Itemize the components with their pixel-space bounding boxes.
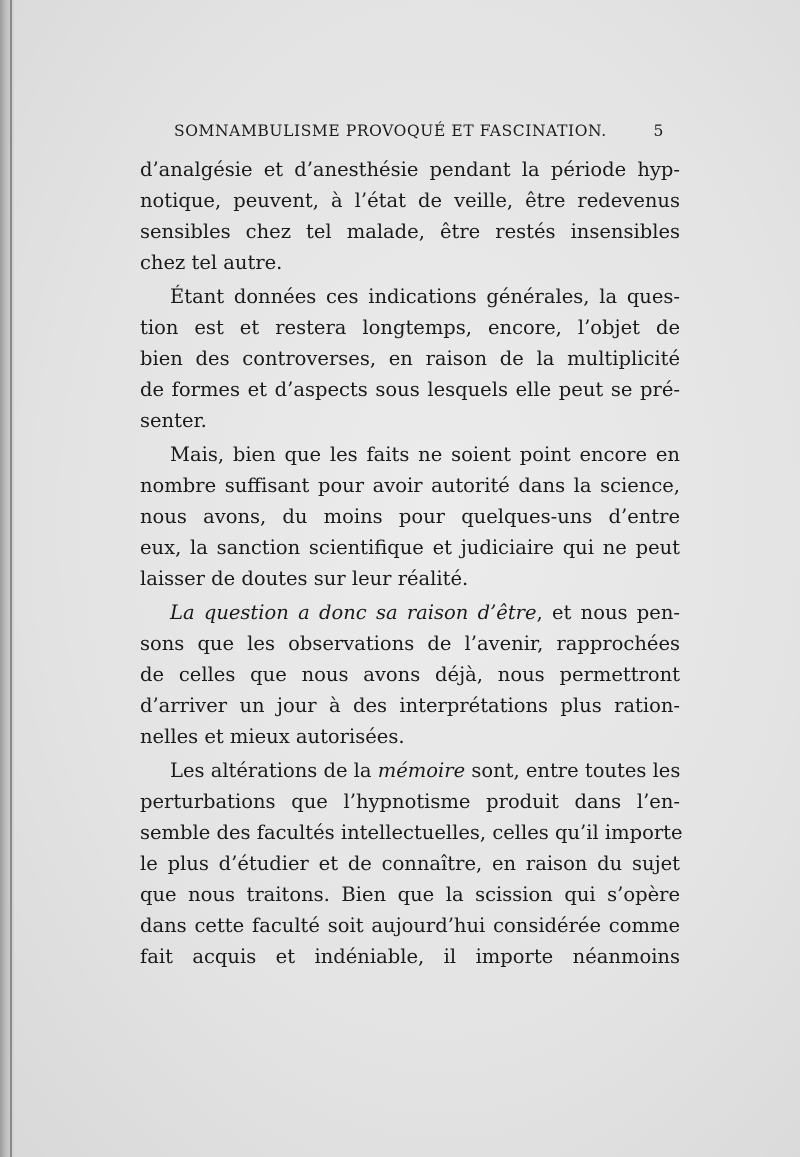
text-line: notique, peuvent, à l’état de veille, être redevenus [140,189,680,212]
text-line: le plus d’étudier et de connaître, en raison du sujet [140,852,680,875]
text-line: d’arriver un jour à des interprétations plus ration- [140,694,680,717]
text-line [140,597,680,628]
text-line: perturbations que l’hypnotisme produit dans l’en- [140,790,680,813]
text-line: fait acquis et indéniable, il importe néanmoins [140,945,680,968]
text-line: nous avons, du moins pour quelques-uns d’entre [140,505,680,528]
italic-phrase: La question a donc sa raison d’être [170,601,537,624]
text-line: laisser de doutes sur leur réalité. [140,567,469,590]
text-line: nombre suffisant pour avoir autorité dans la science, [140,474,680,497]
text-line: chez tel autre. [140,251,283,274]
page-edge [10,0,12,1157]
text-line: Mais, bien que les faits ne soient point encore en [170,443,680,466]
text-line: sensibles chez tel malade, être restés insensibles [140,220,680,243]
paragraph-3 [140,439,680,594]
paragraph-5 [140,755,683,972]
text-line: que nous traitons. Bien que la scission qui s’opère [140,883,680,906]
body-text [140,154,683,972]
paragraph-1 [140,154,680,278]
text-line: tion est et restera longtemps, encore, l’objet de [140,316,680,339]
text-line: nelles et mieux autorisées. [140,725,405,748]
page-number: 5 [653,122,664,140]
paragraph-4 [140,597,680,752]
text-line: d’analgésie et d’anesthésie pendant la période hyp- [140,158,680,181]
text-line: sons que les observations de l’avenir, rapprochées [140,632,680,655]
text-fragment: sont, entre toutes les [465,759,681,782]
text-fragment: , et nous pen- [536,601,680,624]
text-line: eux, la sanction scientifique et judiciaire qui ne peut [140,536,680,559]
text-line: Étant données ces indications générales, la ques- [170,285,680,308]
italic-word: mémoire [377,759,466,782]
text-line: de formes et d’aspects sous lesquels elle peut se pré- [140,378,680,401]
text-fragment: Les altérations de la [170,759,378,782]
text-line: senter. [140,409,207,432]
paragraph-2 [140,281,680,436]
text-line: de celles que nous avons déjà, nous permettront [140,663,680,686]
running-head [174,122,664,142]
text-line [140,755,680,786]
text-line: dans cette faculté soit aujourd’hui considérée comme [140,914,680,937]
text-line: semble des facultés intellectuelles, celles qu’il importe [140,821,683,844]
text-line: bien des controverses, en raison de la multiplicité [140,347,680,370]
running-head-title: SOMNAMBULISME PROVOQUÉ ET FASCINATION. [174,122,607,140]
